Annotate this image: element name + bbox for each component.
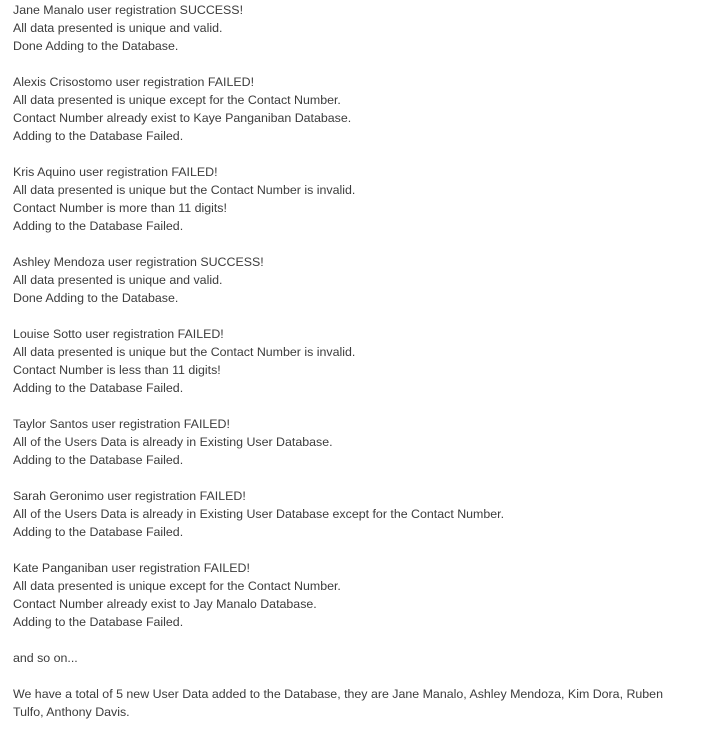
log-line: Adding to the Database Failed. bbox=[13, 381, 184, 395]
log-entry-kris-aquino bbox=[13, 163, 693, 235]
log-entry-kate-panganiban bbox=[13, 559, 693, 631]
log-line: All data presented is unique and valid. bbox=[13, 273, 223, 287]
registration-log bbox=[13, 1, 693, 739]
summary-paragraph bbox=[13, 685, 693, 721]
log-line: All data presented is unique but the Contact Number is invalid. bbox=[13, 345, 356, 359]
log-line: Louise Sotto user registration FAILED! bbox=[13, 327, 224, 341]
log-line: All of the Users Data is already in Existing User Database except for the Contact Number. bbox=[13, 507, 505, 521]
and-so-on bbox=[13, 649, 693, 667]
log-line: Kris Aquino user registration FAILED! bbox=[13, 165, 218, 179]
log-line: Kate Panganiban user registration FAILED! bbox=[13, 561, 250, 575]
log-line: Done Adding to the Database. bbox=[13, 39, 179, 53]
log-line: All data presented is unique except for the Contact Number. bbox=[13, 93, 341, 107]
log-line: Adding to the Database Failed. bbox=[13, 453, 184, 467]
log-line: Taylor Santos user registration FAILED! bbox=[13, 417, 230, 431]
log-line: Adding to the Database Failed. bbox=[13, 219, 184, 233]
log-entry-alexis-crisostomo bbox=[13, 73, 693, 145]
and-so-on-text: and so on... bbox=[13, 651, 78, 665]
log-line: All of the Users Data is already in Existing User Database. bbox=[13, 435, 333, 449]
log-line: Contact Number already exist to Jay Manalo Database. bbox=[13, 597, 317, 611]
log-line: All data presented is unique except for the Contact Number. bbox=[13, 579, 341, 593]
log-line: Sarah Geronimo user registration FAILED! bbox=[13, 489, 246, 503]
summary-text: We have a total of 5 new User Data added to the Database, they are Jane Manalo, Ashley Mendoza, Kim Dora, Ruben Tulfo, Anthony Davis. bbox=[13, 687, 663, 719]
log-entry-louise-sotto bbox=[13, 325, 693, 397]
log-line: Contact Number is less than 11 digits! bbox=[13, 363, 221, 377]
log-line: Ashley Mendoza user registration SUCCESS! bbox=[13, 255, 264, 269]
log-entry-sarah-geronimo bbox=[13, 487, 693, 541]
log-line: All data presented is unique but the Contact Number is invalid. bbox=[13, 183, 356, 197]
log-line: Adding to the Database Failed. bbox=[13, 129, 184, 143]
log-line: Adding to the Database Failed. bbox=[13, 615, 184, 629]
log-line: Adding to the Database Failed. bbox=[13, 525, 184, 539]
log-line: Done Adding to the Database. bbox=[13, 291, 179, 305]
log-entry-taylor-santos bbox=[13, 415, 693, 469]
log-line: All data presented is unique and valid. bbox=[13, 21, 223, 35]
log-line: Contact Number is more than 11 digits! bbox=[13, 201, 227, 215]
log-entry-jane-manalo bbox=[13, 1, 693, 55]
log-line: Alexis Crisostomo user registration FAILED! bbox=[13, 75, 255, 89]
log-entry-ashley-mendoza bbox=[13, 253, 693, 307]
log-line: Contact Number already exist to Kaye Panganiban Database. bbox=[13, 111, 352, 125]
log-line: Jane Manalo user registration SUCCESS! bbox=[13, 3, 244, 17]
